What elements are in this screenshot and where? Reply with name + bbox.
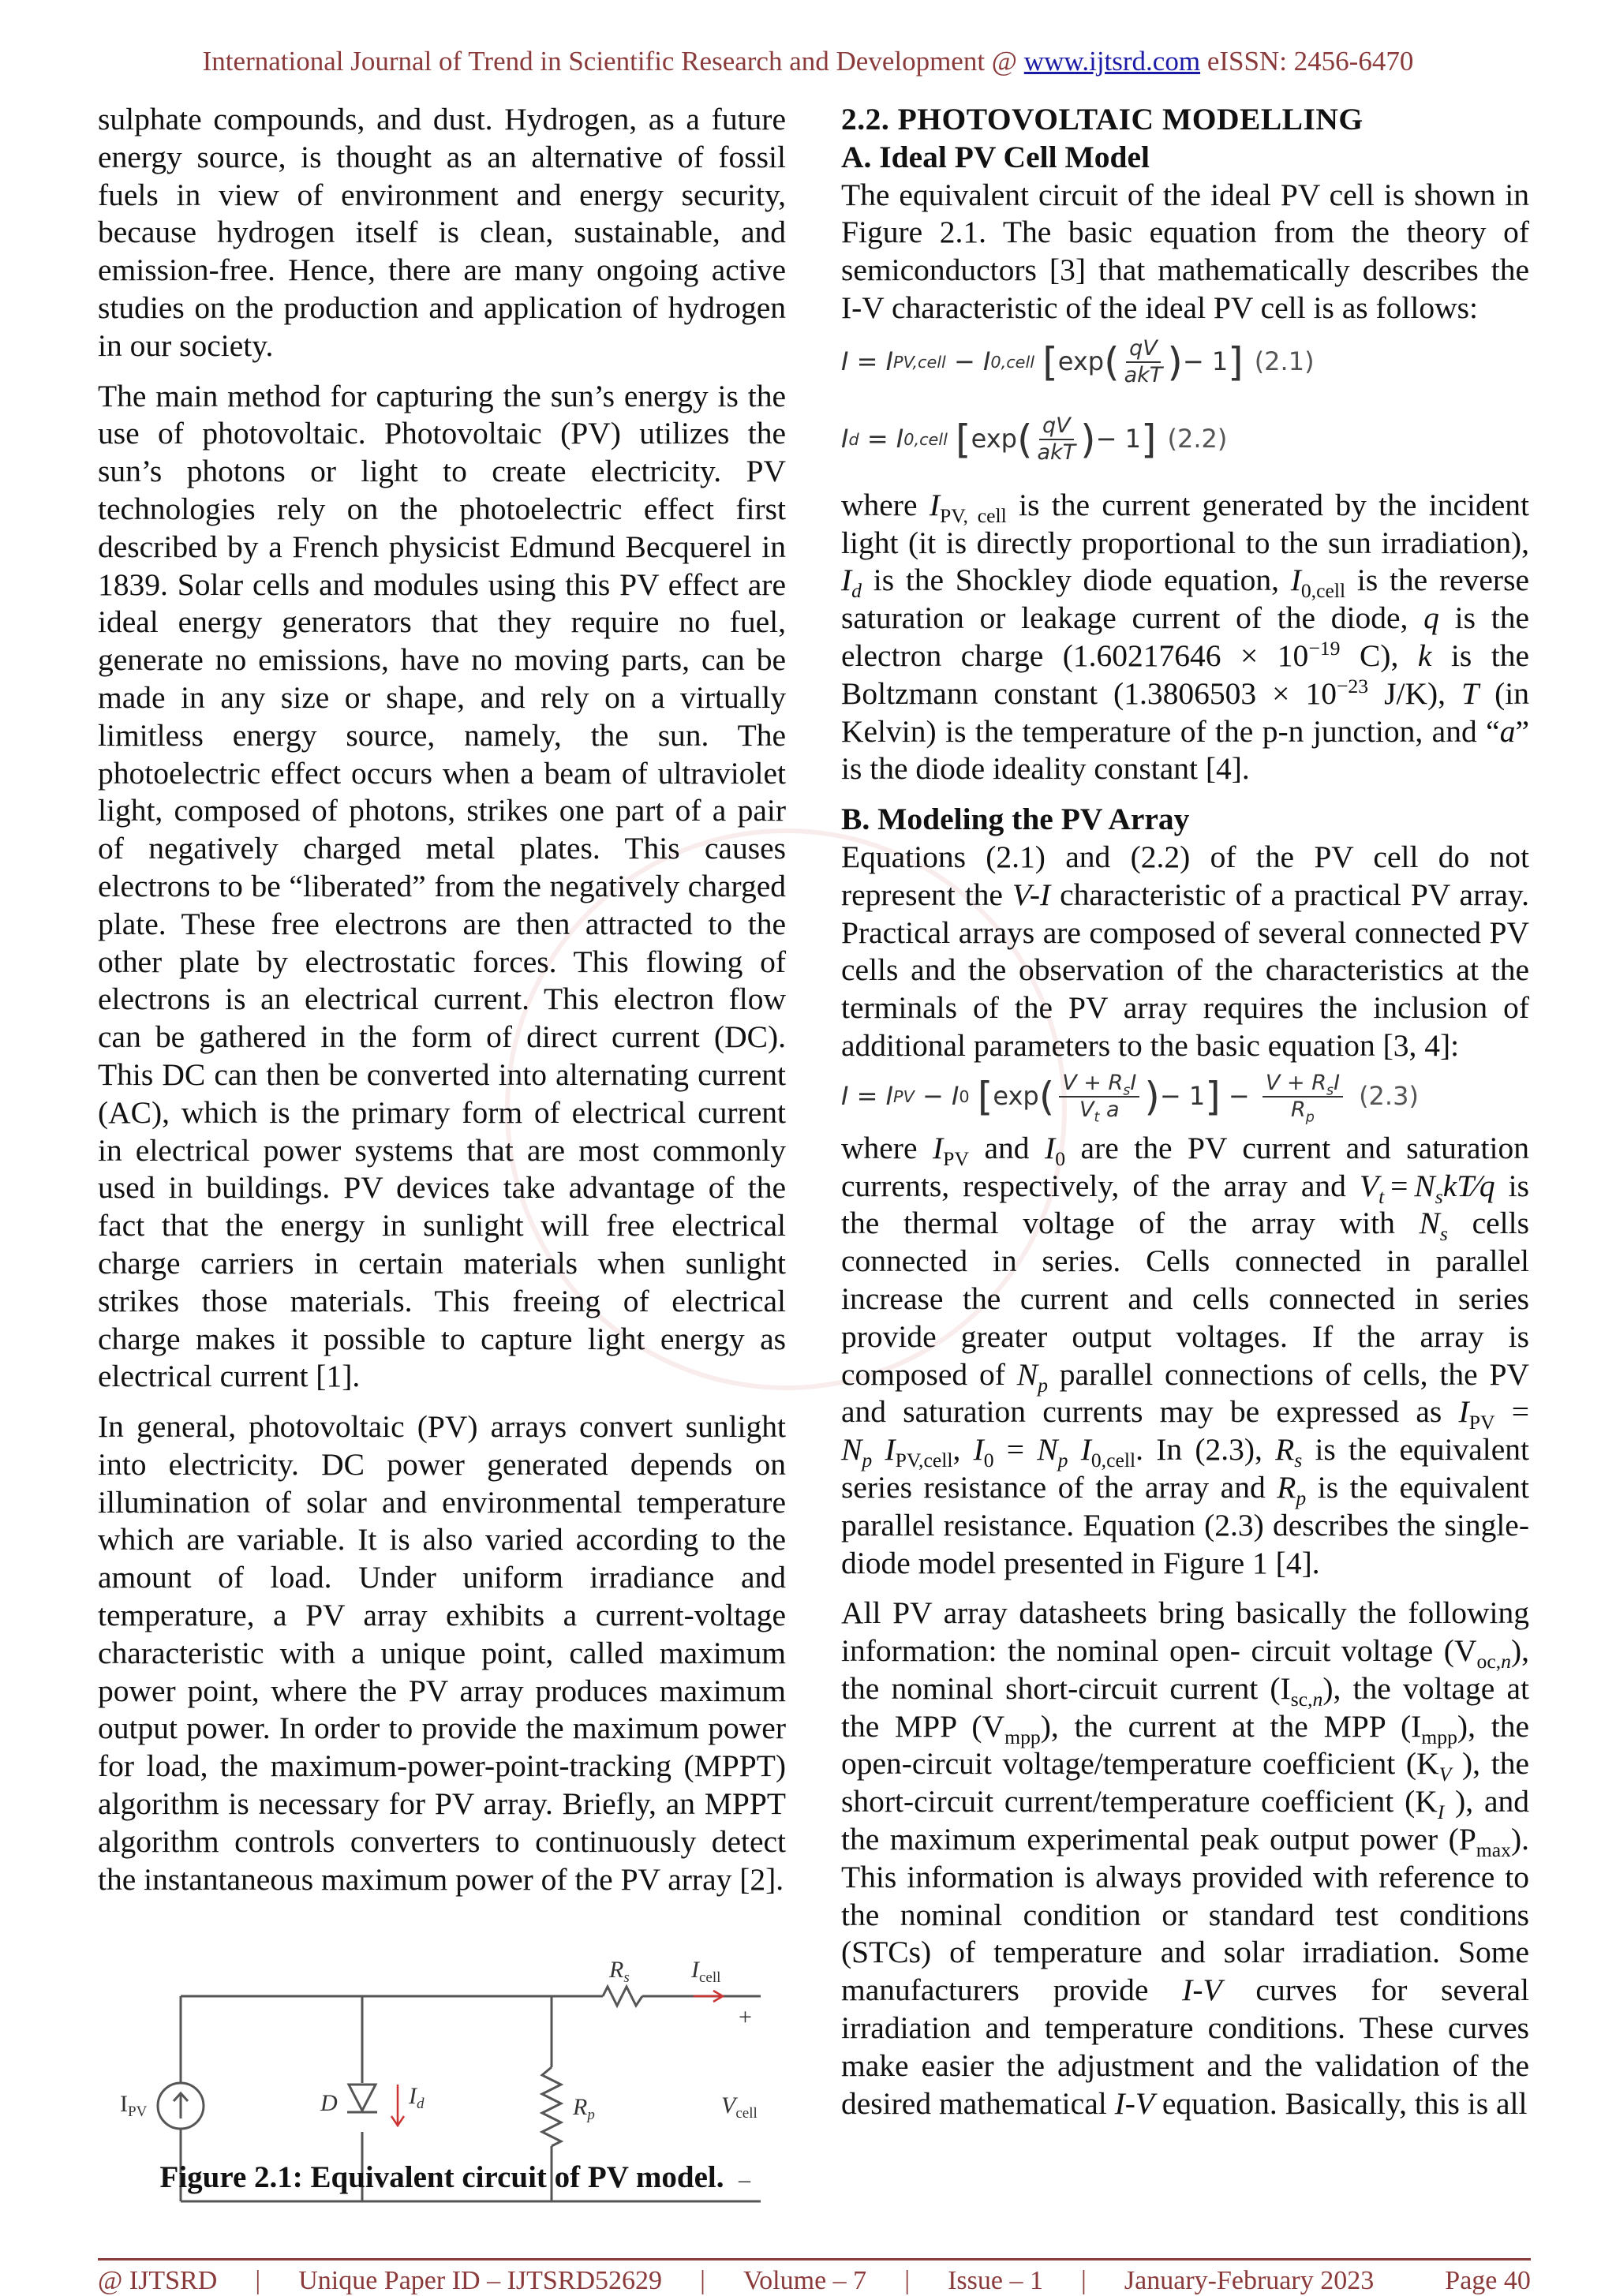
paragraph: sulphate compounds, and dust. Hydrogen, as a future energy source, is thought as an alternative of fossil fuels in view of environment and energy security, because hydrogen itself is clean, sustainable, and emission-free. Hence, there are many ongoing active studies on the production and application of hydrogen in our society. bbox=[98, 102, 786, 363]
journal-link[interactable]: www.ijtsrd.com bbox=[1023, 46, 1201, 77]
left-column bbox=[98, 101, 786, 1911]
equation-2-1: I = I PV,cell − I 0,cell [ exp ( $\frac{qV}{\text{akT}}$ ) − 1 ] (2.1) bbox=[841, 335, 1315, 387]
page-footer: @ IJTSRD | Unique Paper ID – IJTSRD52629 | Volume – 7 | Issue – 1 | January-February 2023 Page 40 bbox=[98, 2266, 1531, 2295]
label-ipv: $I_{PV}$ bbox=[120, 2091, 148, 2120]
label-rs: $R_s$ bbox=[609, 1957, 630, 1986]
equation-2-3: I = I PV − I 0 [ exp ( $\frac{V + R_sI}{V_t a}$ ) − 1 ] − $\frac{V + R_sI}{R_p}$ (2.3) bbox=[841, 1070, 1419, 1126]
label-minus: – bbox=[739, 2167, 750, 2193]
running-header: International Journal of Trend in Scientific Research and Development @ www.ijtsrd.com eISSN: 2456-6470 bbox=[202, 46, 1414, 77]
label-id: $I_d$ bbox=[409, 2083, 425, 2112]
section-heading: 2.2. PHOTOVOLTAIC MODELLING bbox=[841, 102, 1364, 136]
paragraph: Equations (2.1) and (2.2) of the PV cell do not represent the V-I characteristic of a practical PV array. Practical arrays are composed of several connected PV cells and the observation of the characteristics at the terminals of the PV array requires the inclusion of additional parameters to the basic equation [3, 4]: bbox=[841, 839, 1529, 1063]
right-column bbox=[841, 101, 1529, 2135]
paragraph: The main method for capturing the sun’s energy is the use of photovoltaic. Photovoltaic (PV) utilizes the sun’s photons or light to create electricity. PV technologies rely on the photoelectric effect first described by a French physicist Edmund Becquerel in 1839. Solar cells and modules using this PV effect are ideal energy generators that they require no fuel, generate no emissions, have no moving parts, can be made in any size or shape, and rely on a virtually limitless energy source, namely, the sun. The photoelectric effect occurs when a beam of ultraviolet light, composed of photons, strikes one part of a pair of negatively charged metal plates. This causes electrons to be “liberated” from the negatively charged plate. These free electrons are then attracted to the other plate by electrostatic forces. This flowing of electrons is an electrical current. This electron flow can be gathered in the form of direct current (DC). This DC can then be converted into alternating current (AC), which is the primary form of electrical current in electrical power systems that are most commonly used in buildings. PV devices take advantage of the fact that the energy in sunlight will free electrical charge carriers in certain materials when sunlight strikes those materials. This freeing of electrical charge makes it possible to capture light energy as electrical current [1]. bbox=[98, 378, 786, 1394]
footer-journal: @ IJTSRD bbox=[98, 2266, 218, 2295]
figure-caption: Figure 2.1: Equivalent circuit of PV model. bbox=[159, 2160, 724, 2194]
subsection-heading: A. Ideal PV Cell Model bbox=[841, 139, 1150, 174]
equation-2-2: I d = I 0,cell [ exp ( $\frac{qV}{\text{akT}}$ ) − 1 ] (2.2) bbox=[841, 413, 1228, 465]
label-vcell: $V_{cell}$ bbox=[721, 2092, 758, 2122]
label-icell: $I_{cell}$ bbox=[691, 1957, 721, 1986]
footer-divider bbox=[98, 2258, 1531, 2260]
label-rp: $R_p$ bbox=[573, 2094, 595, 2123]
paragraph: In general, photovoltaic (PV) arrays convert sunlight into electricity. DC power generated depends on illumination of solar and environmental temperature which are variable. It is also varied according to the amount of load. Under uniform irradiance and temperature, a PV array exhibits a current-voltage characteristic with a unique point, called maximum power point, where the PV array produces maximum output power. In order to provide the maximum power for load, the maximum-power-point-tracking (MPPT) algorithm is necessary for PV array. Briefly, an MPPT algorithm controls converters to continuously detect the instantaneous maximum power of the PV array [2]. bbox=[98, 1409, 786, 1897]
paragraph: where $I_{PV, cell}$ is the current generated by the incident light (it is directly proportional to the sun irradiation), $I_d$ is the Shockley diode equation, $I_{0,cell}$ is the reverse saturation or leakage current of the diode, q is the electron charge ($1.60217646 \times 10^{-19}$ C), k is the Boltzmann constant ($1.3806503 \times 10^{-23}$ J/K), T (in Kelvin) is the temperature of the p-n junction, and “a” is the diode ideality constant [4]. bbox=[841, 487, 1530, 787]
subsection-heading: B. Modeling the PV Array bbox=[841, 802, 1190, 837]
paragraph: All PV array datasheets bring basically the following information: the nominal open- circuit voltage $(V_{oc,n})$, the nominal short-circuit current $(I_{sc,n})$, the voltage at the MPP $(V_{mpp})$, the current at the MPP $(I_{mpp})$, the open-circuit voltage/temperature coefficient ($K_V$ ), the short-circuit current/temperature coefficient ($K_I$ ), and the maximum experimental peak output power $(P_{max})$. This information is always provided with reference to the nominal condition or standard test conditions (STCs) of temperature and solar irradiation. Some manufacturers provide I-V curves for several irradiation and temperature conditions. These curves make easier the adjustment and the validation of the desired mathematical I-V equation. Basically, this is all bbox=[841, 1595, 1529, 2121]
footer-date: January-February 2023 bbox=[1124, 2266, 1375, 2295]
footer-volume: Volume – 7 bbox=[743, 2266, 867, 2295]
footer-paper-id: Unique Paper ID – IJTSRD52629 bbox=[298, 2266, 663, 2295]
footer-page: Page 40 bbox=[1445, 2266, 1531, 2295]
label-plus: + bbox=[739, 2004, 752, 2030]
label-diode: D bbox=[320, 2090, 338, 2116]
paragraph: where $I_{PV}$ and $I_0$ are the PV current and saturation currents, respectively, of the array and $V_t$ = $N_skT∕q$ is the thermal voltage of the array with $N_s$ cells connected in series. Cells connected in parallel increase the current and cells connected in series provide greater output voltages. If the array is composed of $N_p$ parallel connections of cells, the PV and saturation currents may be expressed as $I_{PV} = N_p$ $I_{PV,cell}$, $I_0 = N_p$ $I_{0,cell}$. In (2.3), $R_s$ is the equivalent series resistance of the array and $R_p$ is the equivalent parallel resistance. Equation (2.3) describes the single-diode model presented in Figure 1 [4]. bbox=[841, 1130, 1530, 1580]
footer-issue: Issue – 1 bbox=[948, 2266, 1043, 2295]
paragraph: The equivalent circuit of the ideal PV cell is shown in Figure 2.1. The basic equation from the theory of semiconductors [3] that mathematically describes the I-V characteristic of the ideal PV cell is as follows: bbox=[841, 177, 1529, 325]
